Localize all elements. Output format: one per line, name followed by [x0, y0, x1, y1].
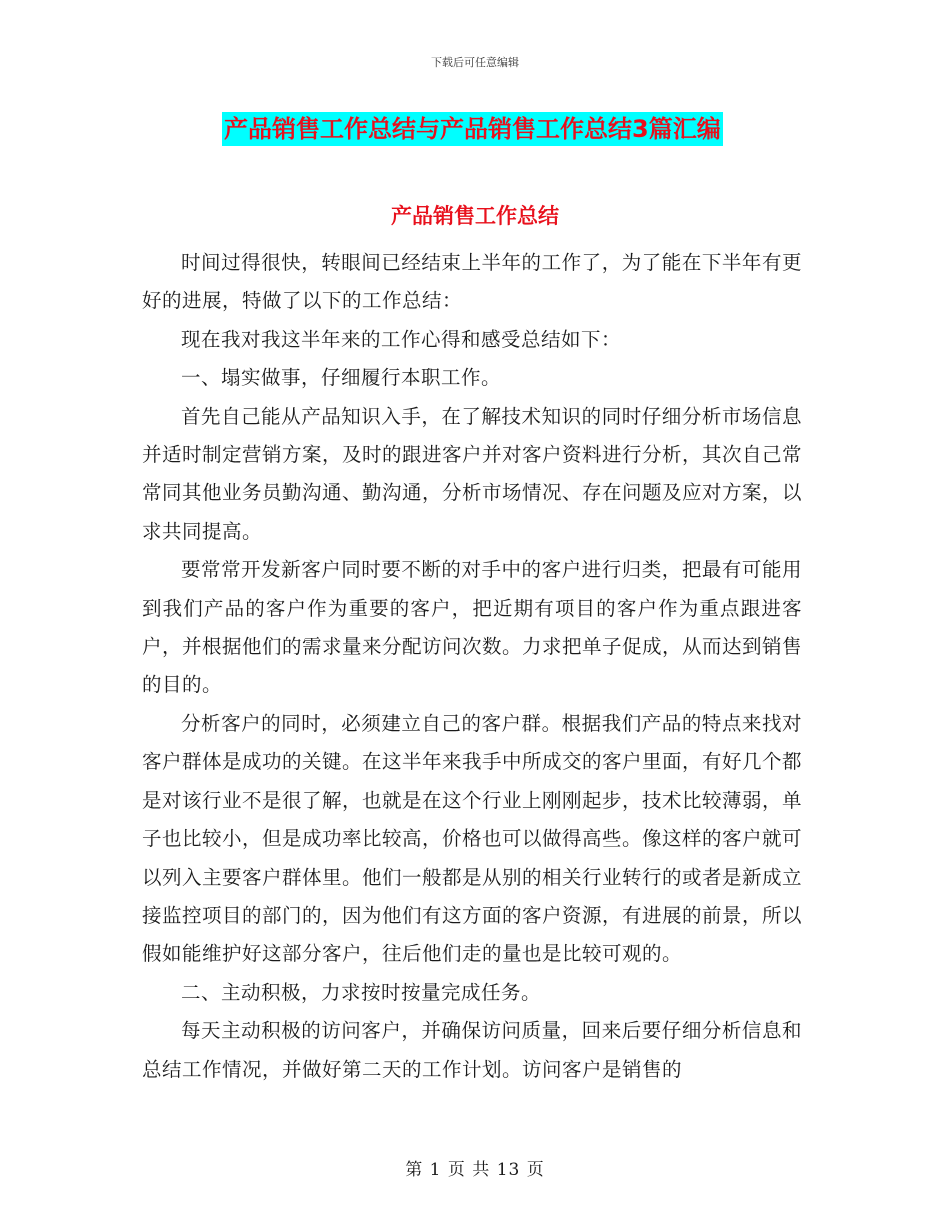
document-title: 产品销售工作总结与产品销售工作总结3篇汇编 [222, 112, 723, 146]
header-note: 下载后可任意编辑 [431, 56, 519, 69]
paragraph: 时间过得很快，转眼间已经结束上半年的工作了，为了能在下半年有更好的进展，特做了以下的工作总结： [142, 251, 802, 313]
body-text [142, 244, 802, 1089]
paragraph: 一、塌实做事，仔细履行本职工作。 [181, 366, 502, 390]
paragraph: 分析客户的同时，必须建立自己的客户群。根据我们产品的特点来找对客户群体是成功的关键。在这半年来我手中所成交的客户里面，有好几个都是对该行业不是很了解，也就是在这个行业上刚刚起步，技术比较薄弱，单子也比较小，但是成功率比较高，价格也可以做得高些。像这样的客户就可以列入主要客户群体里。他们一般都是从别的相关行业转行的或者是新成立接监控项目的部门的，因为他们有这方面的客户资源，有进展的前景，所以假如能维护好这部分客户，往后他们走的量也是比较可观的。 [142, 711, 803, 966]
paragraph: 要常常开发新客户同时要不断的对手中的客户进行归类，把最有可能用到我们产品的客户作为重要的客户，把近期有项目的客户作为重点跟进客户，并根据他们的需求量来分配访问次数。力求把单子促成，从而达到销售的目的。 [142, 558, 803, 697]
section-title: 产品销售工作总结 [391, 204, 559, 228]
paragraph: 每天主动积极的访问客户，并确保访问质量，回来后要仔细分析信息和总结工作情况，并做好第二天的工作计划。访问客户是销售的 [142, 1019, 802, 1081]
paragraph: 现在我对我这半年来的工作心得和感受总结如下： [181, 327, 622, 351]
paragraph: 首先自己能从产品知识入手，在了解技术知识的同时仔细分析市场信息并适时制定营销方案，及时的跟进客户并对客户资料进行分析，其次自己常常同其他业务员勤沟通、勤沟通，分析市场情况、存在问题及应对方案，以求共同提高。 [142, 404, 803, 543]
page-footer: 第 1 页 共 13 页 [405, 1160, 545, 1180]
paragraph: 二、主动积极，力求按时按量完成任务。 [181, 980, 542, 1004]
